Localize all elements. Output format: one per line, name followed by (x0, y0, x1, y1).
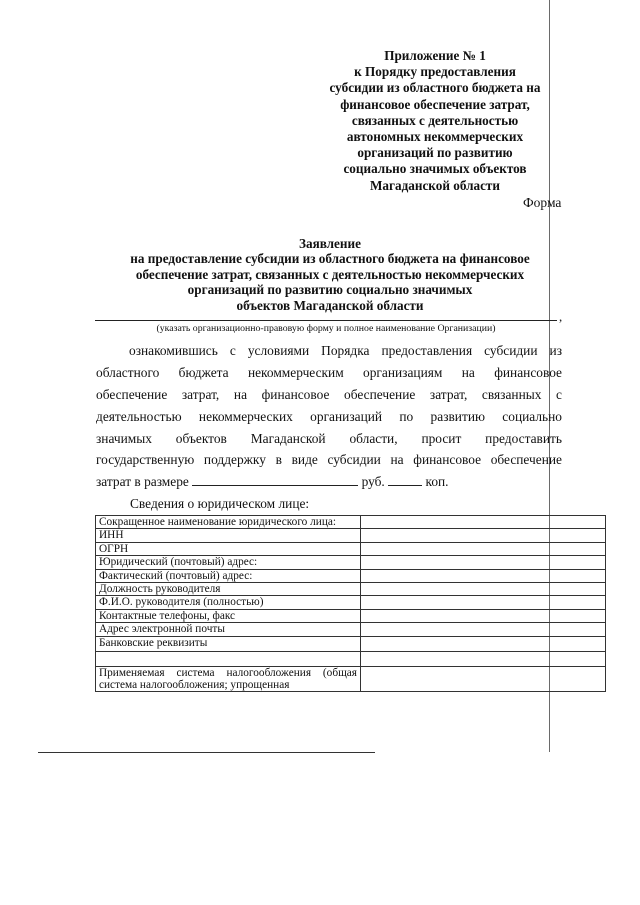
appendix-line: связанных с деятельностью (351, 112, 519, 128)
table-value-cell[interactable] (361, 516, 606, 529)
appendix-line: организаций по развитию (357, 145, 513, 161)
table-value-cell[interactable] (361, 623, 606, 636)
table-value-cell[interactable] (361, 529, 606, 542)
table-label-cell (96, 651, 361, 666)
title-line: обеспечение затрат, связанных с деятельностью некоммерческих (135, 266, 525, 282)
body-line: областного бюджета некоммерческим организациям на финансовое (96, 365, 562, 380)
table-row (96, 596, 606, 609)
title-line: Заявление (299, 236, 361, 251)
table-row (96, 651, 606, 666)
amount-label: затрат в размере (96, 474, 189, 489)
table-value-cell[interactable] (361, 609, 606, 622)
table-label-cell: Юридический (почтовый) адрес: (96, 556, 361, 569)
organization-line-comma: , (559, 309, 563, 324)
appendix-line: финансовое обеспечение затрат, (340, 96, 530, 112)
table-label-cell: Ф.И.О. руководителя (полностью) (96, 596, 361, 609)
appendix-header (300, 48, 570, 194)
table-row (96, 623, 606, 636)
table-label-cell: Применяемая система налогообложения (общая система налогообложения; упрощенная (96, 666, 361, 692)
table-label-cell: Банковские реквизиты (96, 636, 361, 651)
kop-label: коп. (425, 474, 449, 489)
table-row (96, 583, 606, 596)
table-value-cell[interactable] (361, 596, 606, 609)
body-line: деятельностью некоммерческих организаций по развитию социально (96, 409, 562, 424)
table-value-cell[interactable] (361, 556, 606, 569)
table-value-cell[interactable] (361, 666, 606, 692)
table-row (96, 569, 606, 582)
table-label-cell: ОГРН (96, 542, 361, 555)
page-bottom-line (38, 752, 375, 753)
table-row (96, 556, 606, 569)
legal-entity-heading: Сведения о юридическом лице: (130, 496, 310, 511)
title-line: объектов Магаданской области (236, 297, 424, 313)
organization-hint: (указать организационно-правовую форму и полное наименование Организации) (156, 323, 496, 334)
table-value-cell[interactable] (361, 636, 606, 651)
table-value-cell[interactable] (361, 651, 606, 666)
body-line: государственную поддержку в виде субсидии на финансовое обеспечение (96, 452, 562, 467)
table-row (96, 529, 606, 542)
appendix-line: субсидии из областного бюджета на (329, 80, 541, 96)
appendix-line: Магаданской области (369, 177, 501, 193)
appendix-line: к Порядку предоставления (354, 64, 516, 80)
table-row (96, 516, 606, 529)
body-line: значимых объектов Магаданской области, просит предоставить (96, 431, 562, 446)
body-line: обеспечение затрат, на финансовое обеспечение затрат, связанных с (96, 387, 562, 402)
table-label-cell: Должность руководителя (96, 583, 361, 596)
amount-line (96, 474, 449, 490)
title-line: организаций по развитию социально значимых (187, 282, 473, 298)
table-label-cell: Контактные телефоны, факс (96, 609, 361, 622)
appendix-line: автономных некоммерческих (346, 129, 524, 145)
table-value-cell[interactable] (361, 569, 606, 582)
table-row (96, 636, 606, 651)
table-value-cell[interactable] (361, 542, 606, 555)
document-title (90, 236, 570, 313)
table-row (96, 542, 606, 555)
table-row (96, 609, 606, 622)
title-line: на предоставление субсидии из областного бюджета на финансовое (130, 251, 530, 267)
legal-entity-table (95, 515, 606, 692)
table-label-cell: Фактический (почтовый) адрес: (96, 569, 361, 582)
table-row (96, 666, 606, 692)
organization-name-line (95, 320, 557, 321)
rub-label: руб. (361, 474, 385, 489)
table-label-cell: ИНН (96, 529, 361, 542)
form-label: Форма (523, 195, 562, 210)
appendix-line: социально значимых объектов (343, 161, 527, 177)
table-label-cell: Адрес электронной почты (96, 623, 361, 636)
amount-rub-blank[interactable] (192, 474, 358, 486)
body-line: ознакомившись с условиями Порядка предоставления субсидии из (129, 343, 562, 358)
table-value-cell[interactable] (361, 583, 606, 596)
appendix-line: Приложение № 1 (384, 48, 486, 63)
table-label-cell: Сокращенное наименование юридического лица: (96, 516, 361, 529)
amount-kop-blank[interactable] (388, 474, 422, 486)
